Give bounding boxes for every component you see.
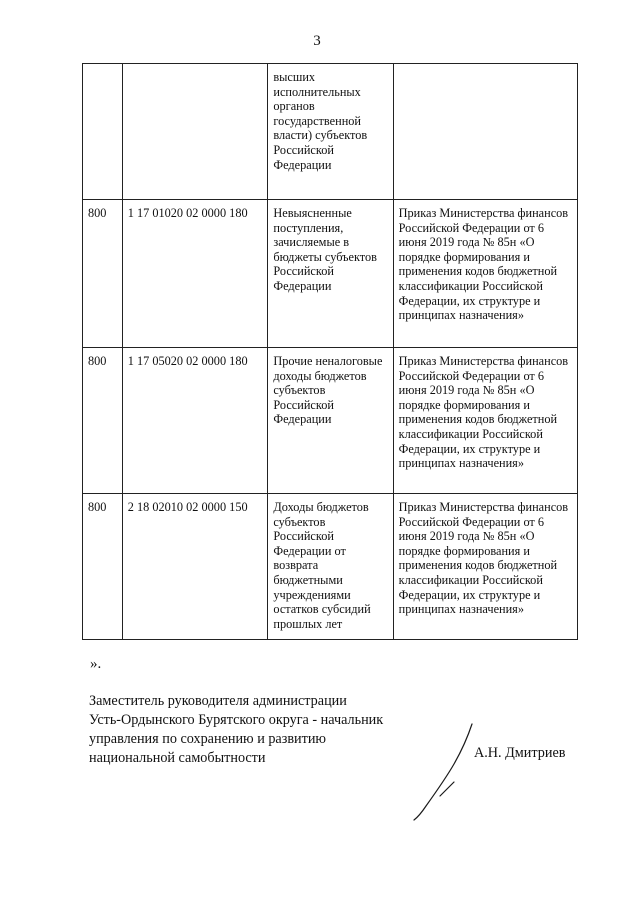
signatory-name: А.Н. Дмитриев bbox=[474, 745, 566, 761]
budget-classification-table bbox=[82, 63, 578, 640]
budget-code-cell: 2 18 02010 02 0000 150 bbox=[122, 494, 268, 640]
income-name-cell: Прочие неналоговые доходы бюджетов субъектов Российской Федерации bbox=[268, 348, 393, 494]
position-line: Заместитель руководителя администрации bbox=[89, 693, 347, 709]
handwritten-signature bbox=[410, 722, 490, 822]
position-line: национальной самобытности bbox=[89, 750, 266, 766]
budget-code-cell: 1 17 01020 02 0000 180 bbox=[122, 200, 268, 348]
budget-code-cell: 1 17 05020 02 0000 180 bbox=[122, 348, 268, 494]
admin-code-cell bbox=[83, 64, 123, 200]
table-row bbox=[83, 64, 578, 200]
admin-code-cell: 800 bbox=[83, 348, 123, 494]
admin-code-cell: 800 bbox=[83, 494, 123, 640]
table-row bbox=[83, 494, 578, 640]
legal-basis-cell: Приказ Министерства финансов Российской Федерации от 6 июня 2019 года № 85н «О порядке формирования и применения кодов бюджетной классификации Российской Федерации, их структуре и принципах назначения» bbox=[393, 200, 577, 348]
income-name-cell: Невыясненные поступления, зачисляемые в бюджеты субъектов Российской Федерации bbox=[268, 200, 393, 348]
signatory-position bbox=[89, 692, 383, 768]
page-number: 3 bbox=[313, 33, 321, 49]
income-name-cell: Доходы бюджетов субъектов Российской Федерации от возврата бюджетными учреждениями остатков субсидий прошлых лет bbox=[268, 494, 393, 640]
budget-code-cell bbox=[122, 64, 268, 200]
table-row bbox=[83, 348, 578, 494]
table-row bbox=[83, 200, 578, 348]
position-line: управления по сохранению и развитию bbox=[89, 731, 327, 747]
legal-basis-cell: Приказ Министерства финансов Российской Федерации от 6 июня 2019 года № 85н «О порядке формирования и применения кодов бюджетной классификации Российской Федерации, их структуре и принципах назначения» bbox=[393, 494, 577, 640]
legal-basis-cell bbox=[393, 64, 577, 200]
income-name-cell: высших исполнительных органов государственной власти) субъектов Российской Федерации bbox=[268, 64, 393, 200]
position-line: Усть-Ордынского Бурятского округа - начальник bbox=[89, 712, 384, 728]
admin-code-cell: 800 bbox=[83, 200, 123, 348]
legal-basis-cell: Приказ Министерства финансов Российской Федерации от 6 июня 2019 года № 85н «О порядке формирования и применения кодов бюджетной классификации Российской Федерации, их структуре и принципах назначения» bbox=[393, 348, 577, 494]
closing-quote: ». bbox=[90, 656, 102, 672]
